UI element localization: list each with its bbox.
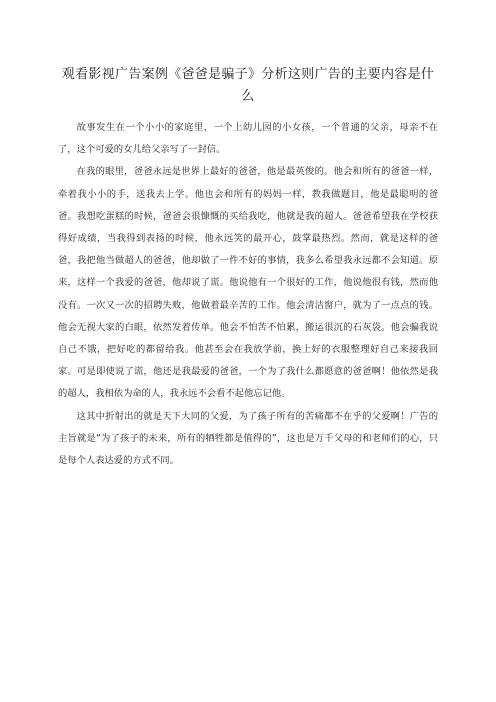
document-body xyxy=(58,117,438,472)
paragraph-story-intro: 故事发生在一个小小的家庭里，一个上幼儿园的小女孩，一个普通的父亲，母亲不在了，这个可爱的女儿给父亲写了一封信。 xyxy=(58,122,438,156)
document-title: 观看影视广告案例《爸爸是骗子》分析这则广告的主要内容是什么 xyxy=(61,67,435,104)
paragraph-daughter-letter: 在我的眼里，爸爸永远是世界上最好的爸爸，他是最英俊的。他会和所有的爸爸一样，牵着我小小的手，送我去上学。他也会和所有的妈妈一样，教我做题目，他是最聪明的爸爸。我想吃蛋糕的时候，爸爸会很慷慨的买给我吃，他就是我的超人。爸爸希望我在学校获得好成绩，当我得到表扬的时候，他永远笑的最开心，鼓掌最热烈。然而，就是这样的爸爸，我把他当做超人的爸爸，他却做了一件不好的事情，我多么希望我永远都不会知道。原来，这样一个我爱的爸爸，他却说了谎。他说他有一个很好的工作，他说他很有钱，然而他没有。一次又一次的招聘失败，他做着最辛苦的工作。他会清洁窗户，就为了一点点的钱。他会无视大家的白眼，依然发着传单。他会不怕苦不怕累，搬运很沉的石灰袋。他会骗我说自己不饿，把好吃的都留给我。他甚至会在我放学前，换上好的衣服整理好自己来接我回家。可是即使说了谎，他还是我最爱的爸爸，一个为了我什么都愿意的爸爸啊！他依然是我的超人，我相依为命的人，我永远不会看不起他忘记他。 xyxy=(58,166,438,400)
paragraph-ad-theme: 这其中折射出的就是天下大同的父爱，为了孩子所有的苦痛都不在乎的父爱啊！广告的主旨就是“为了孩子的未来，所有的牺牲都是值得的”，这也是万千父母的和老师们的心，只是每个人表达爱的方式不同。 xyxy=(58,410,438,467)
